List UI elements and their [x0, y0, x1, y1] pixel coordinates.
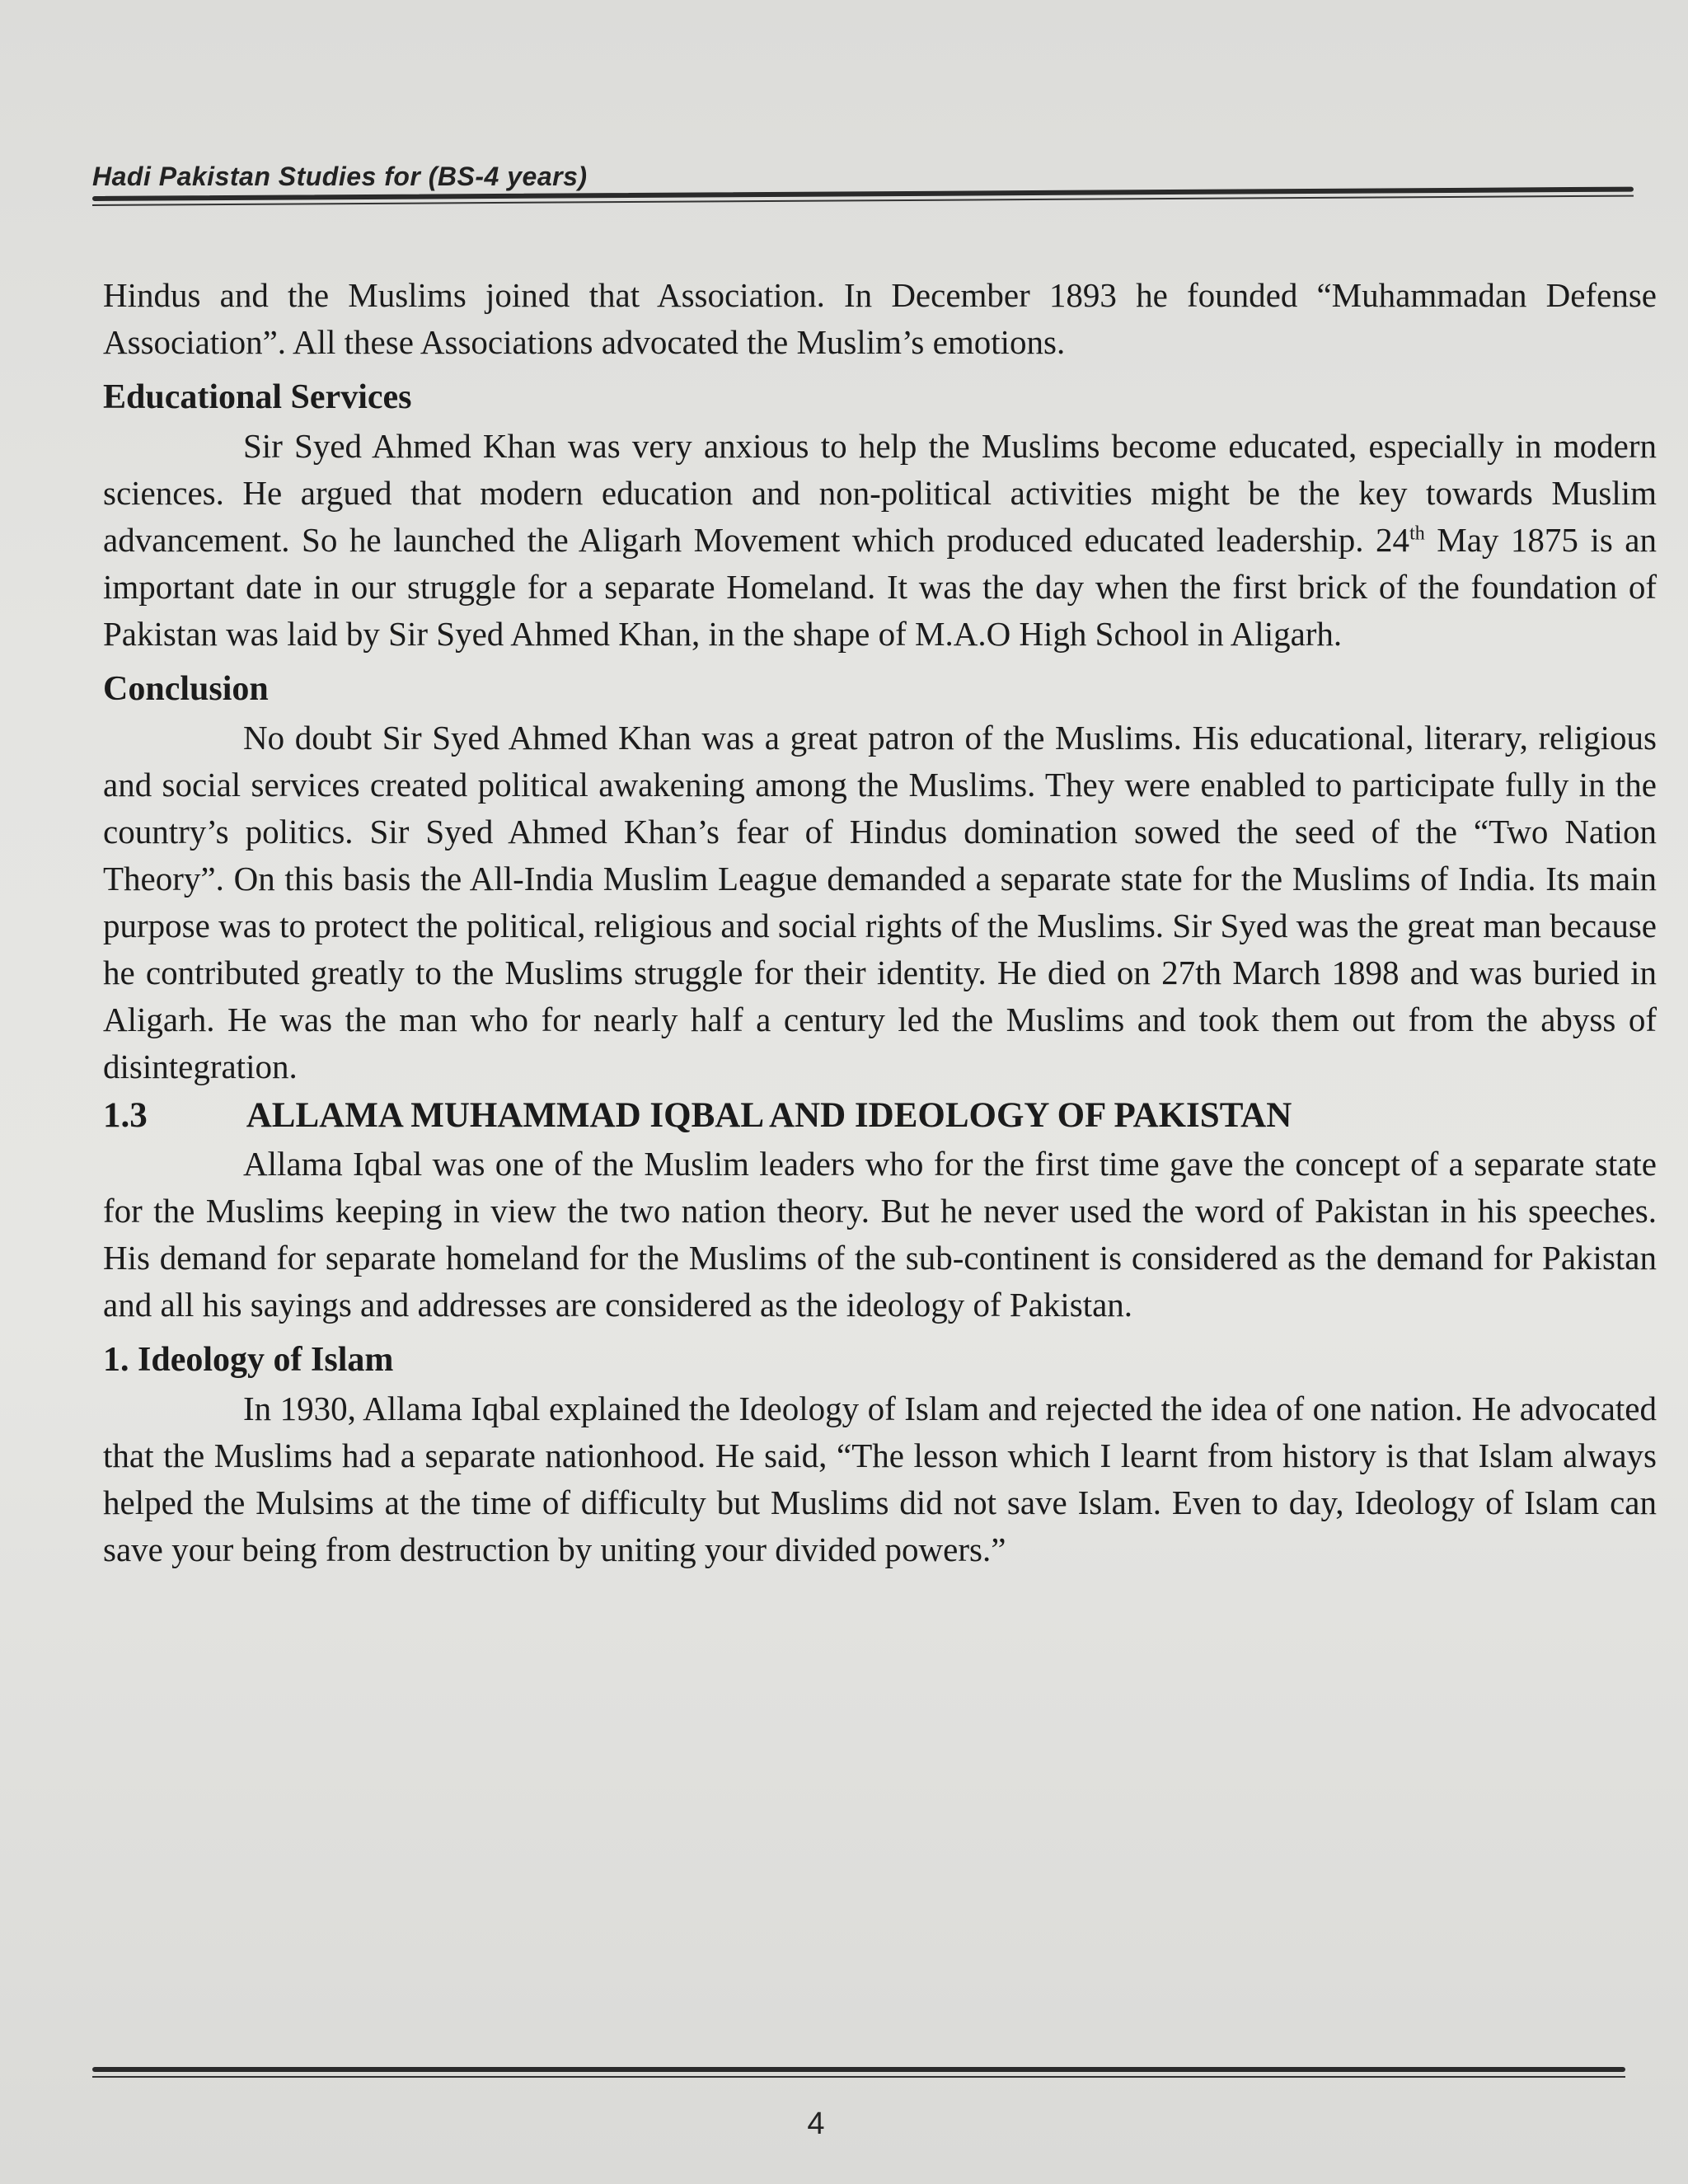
section-title: ALLAMA MUHAMMAD IQBAL AND IDEOLOGY OF PAKISTAN	[246, 1096, 1292, 1135]
footer-rule-thin	[92, 2076, 1625, 2078]
conclusion-paragraph: No doubt Sir Syed Ahmed Khan was a great patron of the Muslims. His educational, literary, religious and social services created political awakening among the Muslims. They were enabled to participate fully in the country’s politics. Sir Syed Ahmed Khan’s fear of Hindus domination sowed the seed of the “Two Nation Theory”. On this basis the All-India Muslim League demanded a separate state for the Muslims of India. Its main purpose was to protect the political, religious and social rights of the Muslims. Sir Syed was the great man because he contributed greatly to the Muslims struggle for their identity. He died on 27th March 1898 and was buried in Aligarh. He was the man who for nearly half a century led the Muslims and took them out from the abyss of disintegration.	[103, 719, 1657, 1085]
ordinal-superscript: th	[1409, 523, 1425, 545]
educational-services-paragraph	[103, 423, 1657, 658]
ideology-of-islam-paragraph: In 1930, Allama Iqbal explained the Ideology of Islam and rejected the idea of one nation. He advocated that the Muslims had a separate nationhood. He said, “The lesson which I learnt from history is that Islam always helped the Mulsims at the time of difficulty but Muslims did not save Islam. Even to day, Ideology of Islam can save your being from destruction by uniting your divided powers.”	[103, 1390, 1657, 1568]
educational-text-part-b: May 1875 is an important date in our struggle for a separate Homeland. It was the day when the first brick of the foundation of Pakistan was laid by Sir Syed Ahmed Khan, in the shape of M.A.O High School in Aligarh.	[103, 521, 1657, 653]
section-heading	[103, 1092, 1657, 1139]
running-header: Hadi Pakistan Studies for (BS-4 years)	[92, 162, 588, 191]
section-number: 1.3	[103, 1096, 148, 1135]
footer-rule	[92, 2067, 1625, 2072]
iqbal-paragraph: Allama Iqbal was one of the Muslim leaders who for the first time gave the concept of a separate state for the Muslims keeping in view the two nation theory. But he never used the word of Pakistan in his speeches. His demand for separate homeland for the Muslims of the sub-continent is considered as the demand for Pakistan and all his sayings and addresses are considered as the ideology of Pakistan.	[103, 1145, 1657, 1324]
conclusion-heading: Conclusion	[103, 670, 269, 708]
page-number: 4	[807, 2107, 825, 2141]
page-content	[103, 272, 1657, 1573]
intro-paragraph: Hindus and the Muslims joined that Association. In December 1893 he founded “Muhammadan Defense Association”. All these Associations advocated the Muslim’s emotions.	[103, 276, 1657, 361]
ideology-of-islam-heading: 1. Ideology of Islam	[103, 1341, 394, 1379]
educational-text-part-a: Sir Syed Ahmed Khan was very anxious to help the Muslims become educated, especially in modern sciences. He argued that modern education and non-political activities might be the key towards Muslim advancement. So he launched the Aligarh Movement which produced educated leadership. 24	[103, 427, 1657, 559]
educational-services-heading: Educational Services	[103, 378, 412, 416]
